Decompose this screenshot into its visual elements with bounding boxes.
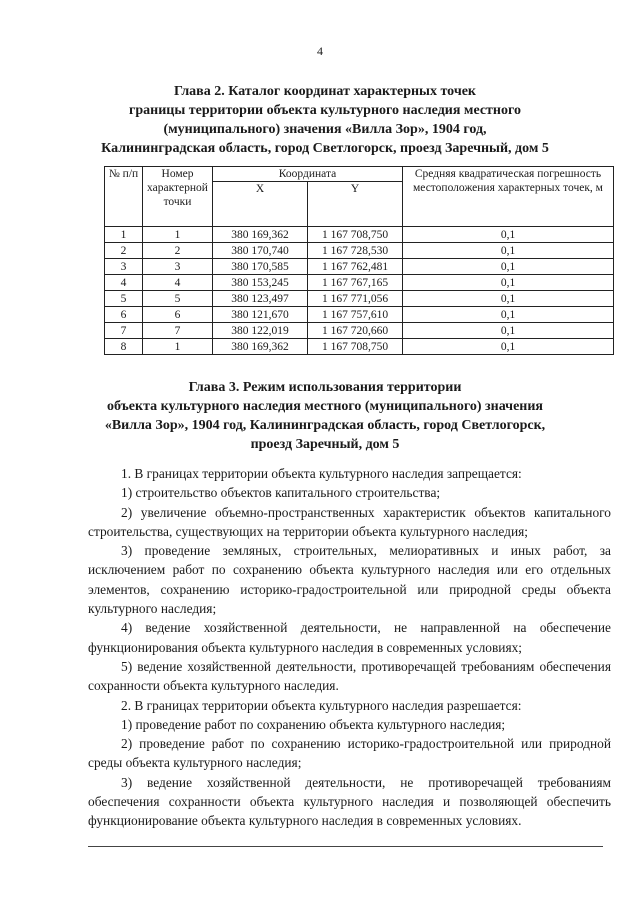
heading-line: проезд Заречный, дом 5 (250, 437, 400, 452)
table-row (105, 323, 614, 339)
table-row (105, 259, 614, 275)
paragraph: 2. В границах территории объекта культурного наследия разрешается: (121, 697, 522, 713)
cell-number: 3 (105, 259, 143, 275)
heading-line: объекта культурного наследия местного (муниципального) значения (106, 399, 543, 414)
cell-point: 1 (143, 339, 213, 355)
cell-number: 6 (105, 307, 143, 323)
chapter-3-heading (60, 378, 590, 454)
paragraph: 2) проведение работ по сохранению историко-градостроительной или природной среды объекта культурного наследия; (88, 736, 611, 771)
paragraph: 3) проведение земляных, строительных, мелиоративных и иных работ, за исключением работ по сохранению объекта культурного наследия или его отдельных элементов, сохранению историко-градостроительной или природной среды объекта культурного наследия; (88, 543, 611, 617)
header-point-number: Номер характерной точки (143, 167, 213, 227)
cell-number: 4 (105, 275, 143, 291)
cell-point: 1 (143, 227, 213, 243)
cell-point: 2 (143, 243, 213, 259)
cell-y: 1 167 762,481 (308, 259, 403, 275)
cell-y: 1 167 728,530 (308, 243, 403, 259)
table-row (105, 227, 614, 243)
paragraph: 3) ведение хозяйственной деятельности, не противоречащей требованиям обеспечения сохранности объекта культурного наследия и позволяющей обеспечить функционирование объекта культурного наследия в современных условиях. (88, 774, 611, 829)
cell-error: 0,1 (403, 243, 614, 259)
cell-point: 4 (143, 275, 213, 291)
cell-error: 0,1 (403, 323, 614, 339)
header-x: X (213, 182, 308, 227)
cell-x: 380 169,362 (213, 227, 308, 243)
heading-line: границы территории объекта культурного наследия местного (128, 103, 522, 118)
cell-error: 0,1 (403, 259, 614, 275)
cell-x: 380 122,019 (213, 323, 308, 339)
heading-line: Глава 2. Каталог координат характерных точек (174, 84, 476, 99)
heading-line: Калининградская область, город Светлогорск, проезд Заречный, дом 5 (101, 141, 549, 156)
coordinates-table (104, 166, 614, 355)
table-row (105, 291, 614, 307)
chapter-2-heading (60, 82, 590, 158)
cell-x: 380 123,497 (213, 291, 308, 307)
cell-point: 7 (143, 323, 213, 339)
cell-point: 6 (143, 307, 213, 323)
cell-y: 1 167 708,750 (308, 339, 403, 355)
cell-y: 1 167 767,165 (308, 275, 403, 291)
paragraph: 5) ведение хозяйственной деятельности, противоречащей требованиям обеспечения сохранности объекта культурного наследия. (88, 658, 611, 694)
paragraph: 2) увеличение объемно-пространственных характеристик объектов капитального строительства, существующих на территории объекта культурного наследия; (88, 504, 611, 539)
table-row (105, 275, 614, 291)
heading-line: Глава 3. Режим использования территории (188, 380, 462, 395)
cell-error: 0,1 (403, 291, 614, 307)
cell-x: 380 169,362 (213, 339, 308, 355)
table-row (105, 243, 614, 259)
cell-error: 0,1 (403, 227, 614, 243)
cell-y: 1 167 771,056 (308, 291, 403, 307)
cell-point: 5 (143, 291, 213, 307)
page-number: 4 (317, 44, 323, 58)
heading-line: «Вилла Зор», 1904 год, Калининградская область, город Светлогорск, (104, 418, 546, 433)
cell-y: 1 167 757,610 (308, 307, 403, 323)
paragraph: 4) ведение хозяйственной деятельности, не направленной на обеспечение функционирования объекта культурного наследия в современных условиях; (88, 620, 611, 655)
cell-error: 0,1 (403, 307, 614, 323)
paragraph: 1. В границах территории объекта культурного наследия запрещается: (121, 466, 522, 481)
paragraph: 1) строительство объектов капитального строительства; (121, 485, 441, 501)
cell-number: 2 (105, 243, 143, 259)
cell-number: 8 (105, 339, 143, 355)
cell-number: 5 (105, 291, 143, 307)
cell-error: 0,1 (403, 339, 614, 355)
cell-x: 380 170,740 (213, 243, 308, 259)
cell-y: 1 167 708,750 (308, 227, 403, 243)
heading-line: (муниципального) значения «Вилла Зор», 1904 год, (163, 122, 487, 137)
header-y: Y (308, 182, 403, 227)
cell-x: 380 170,585 (213, 259, 308, 275)
cell-y: 1 167 720,660 (308, 323, 403, 339)
header-coordinate: Координата (213, 167, 403, 182)
table-row (105, 307, 614, 323)
cell-number: 1 (105, 227, 143, 243)
cell-x: 380 121,670 (213, 307, 308, 323)
cell-x: 380 153,245 (213, 275, 308, 291)
cell-number: 7 (105, 323, 143, 339)
footer-divider (88, 846, 603, 847)
cell-error: 0,1 (403, 275, 614, 291)
table-row (105, 339, 614, 355)
chapter-3-body (88, 464, 611, 831)
header-mean-square-error: Средняя квадратическая погрешность местоположения характерных точек, м (403, 167, 614, 227)
header-number: № п/п (105, 167, 143, 227)
cell-point: 3 (143, 259, 213, 275)
paragraph: 1) проведение работ по сохранению объекта культурного наследия; (121, 716, 506, 732)
